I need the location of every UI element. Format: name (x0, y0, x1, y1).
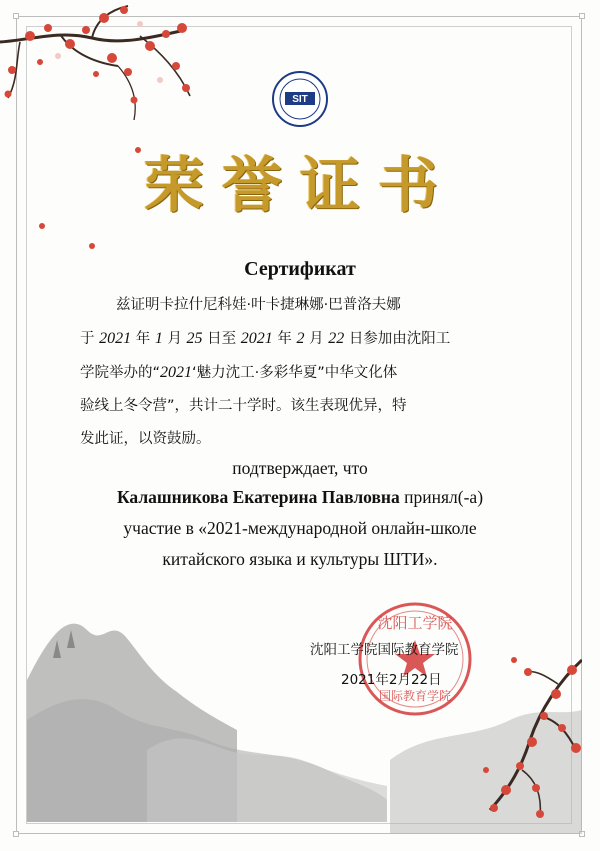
official-seal-stamp (356, 600, 474, 718)
body-line: 学院举办的“2021‘魅力沈工·多彩华夏”中华文化体 (80, 364, 398, 381)
certificate-title-chinese: 荣誉证书 (144, 151, 456, 221)
recipient-name: Калашникова Екатерина Павловна (116, 487, 400, 507)
chinese-body-text (80, 289, 526, 456)
college-logo (271, 70, 329, 128)
russian-participation-line: участие в «2021-международной онлайн-школе (123, 518, 477, 538)
svg-text:国际教育学院: 国际教育学院 (378, 689, 452, 703)
russian-confirm-line: подтверждает, что (232, 458, 368, 478)
corner-ornament (579, 13, 585, 19)
corner-ornament (13, 831, 19, 837)
russian-name-line: Калашникова Екатерина Павловна принял(-а) (116, 487, 484, 507)
svg-text:SIT: SIT (292, 94, 308, 105)
certificate-title-russian: Сертификат (244, 258, 356, 280)
body-line: 验线上冬令营”，共计二十学时。该生表现优异，特 (80, 398, 407, 414)
body-line: 发此证，以资鼓励。 (80, 431, 211, 447)
ink-mountain-landscape (27, 600, 387, 822)
svg-text:沈阳工学院: 沈阳工学院 (377, 614, 453, 632)
body-line: 于 2021 年 1 月 25 日至 2021 年 2 月 22 日参加由沈阳工 (80, 330, 451, 347)
body-line: 兹证明卡拉什尼科娃·叶卡捷琳娜·巴普洛夫娜 (116, 297, 401, 313)
russian-school-line: китайского языка и культуры ШТИ». (162, 549, 438, 569)
issue-date: 2021年2月22日 (341, 672, 442, 688)
issuer-name: 沈阳工学院国际教育学院 (310, 642, 459, 658)
